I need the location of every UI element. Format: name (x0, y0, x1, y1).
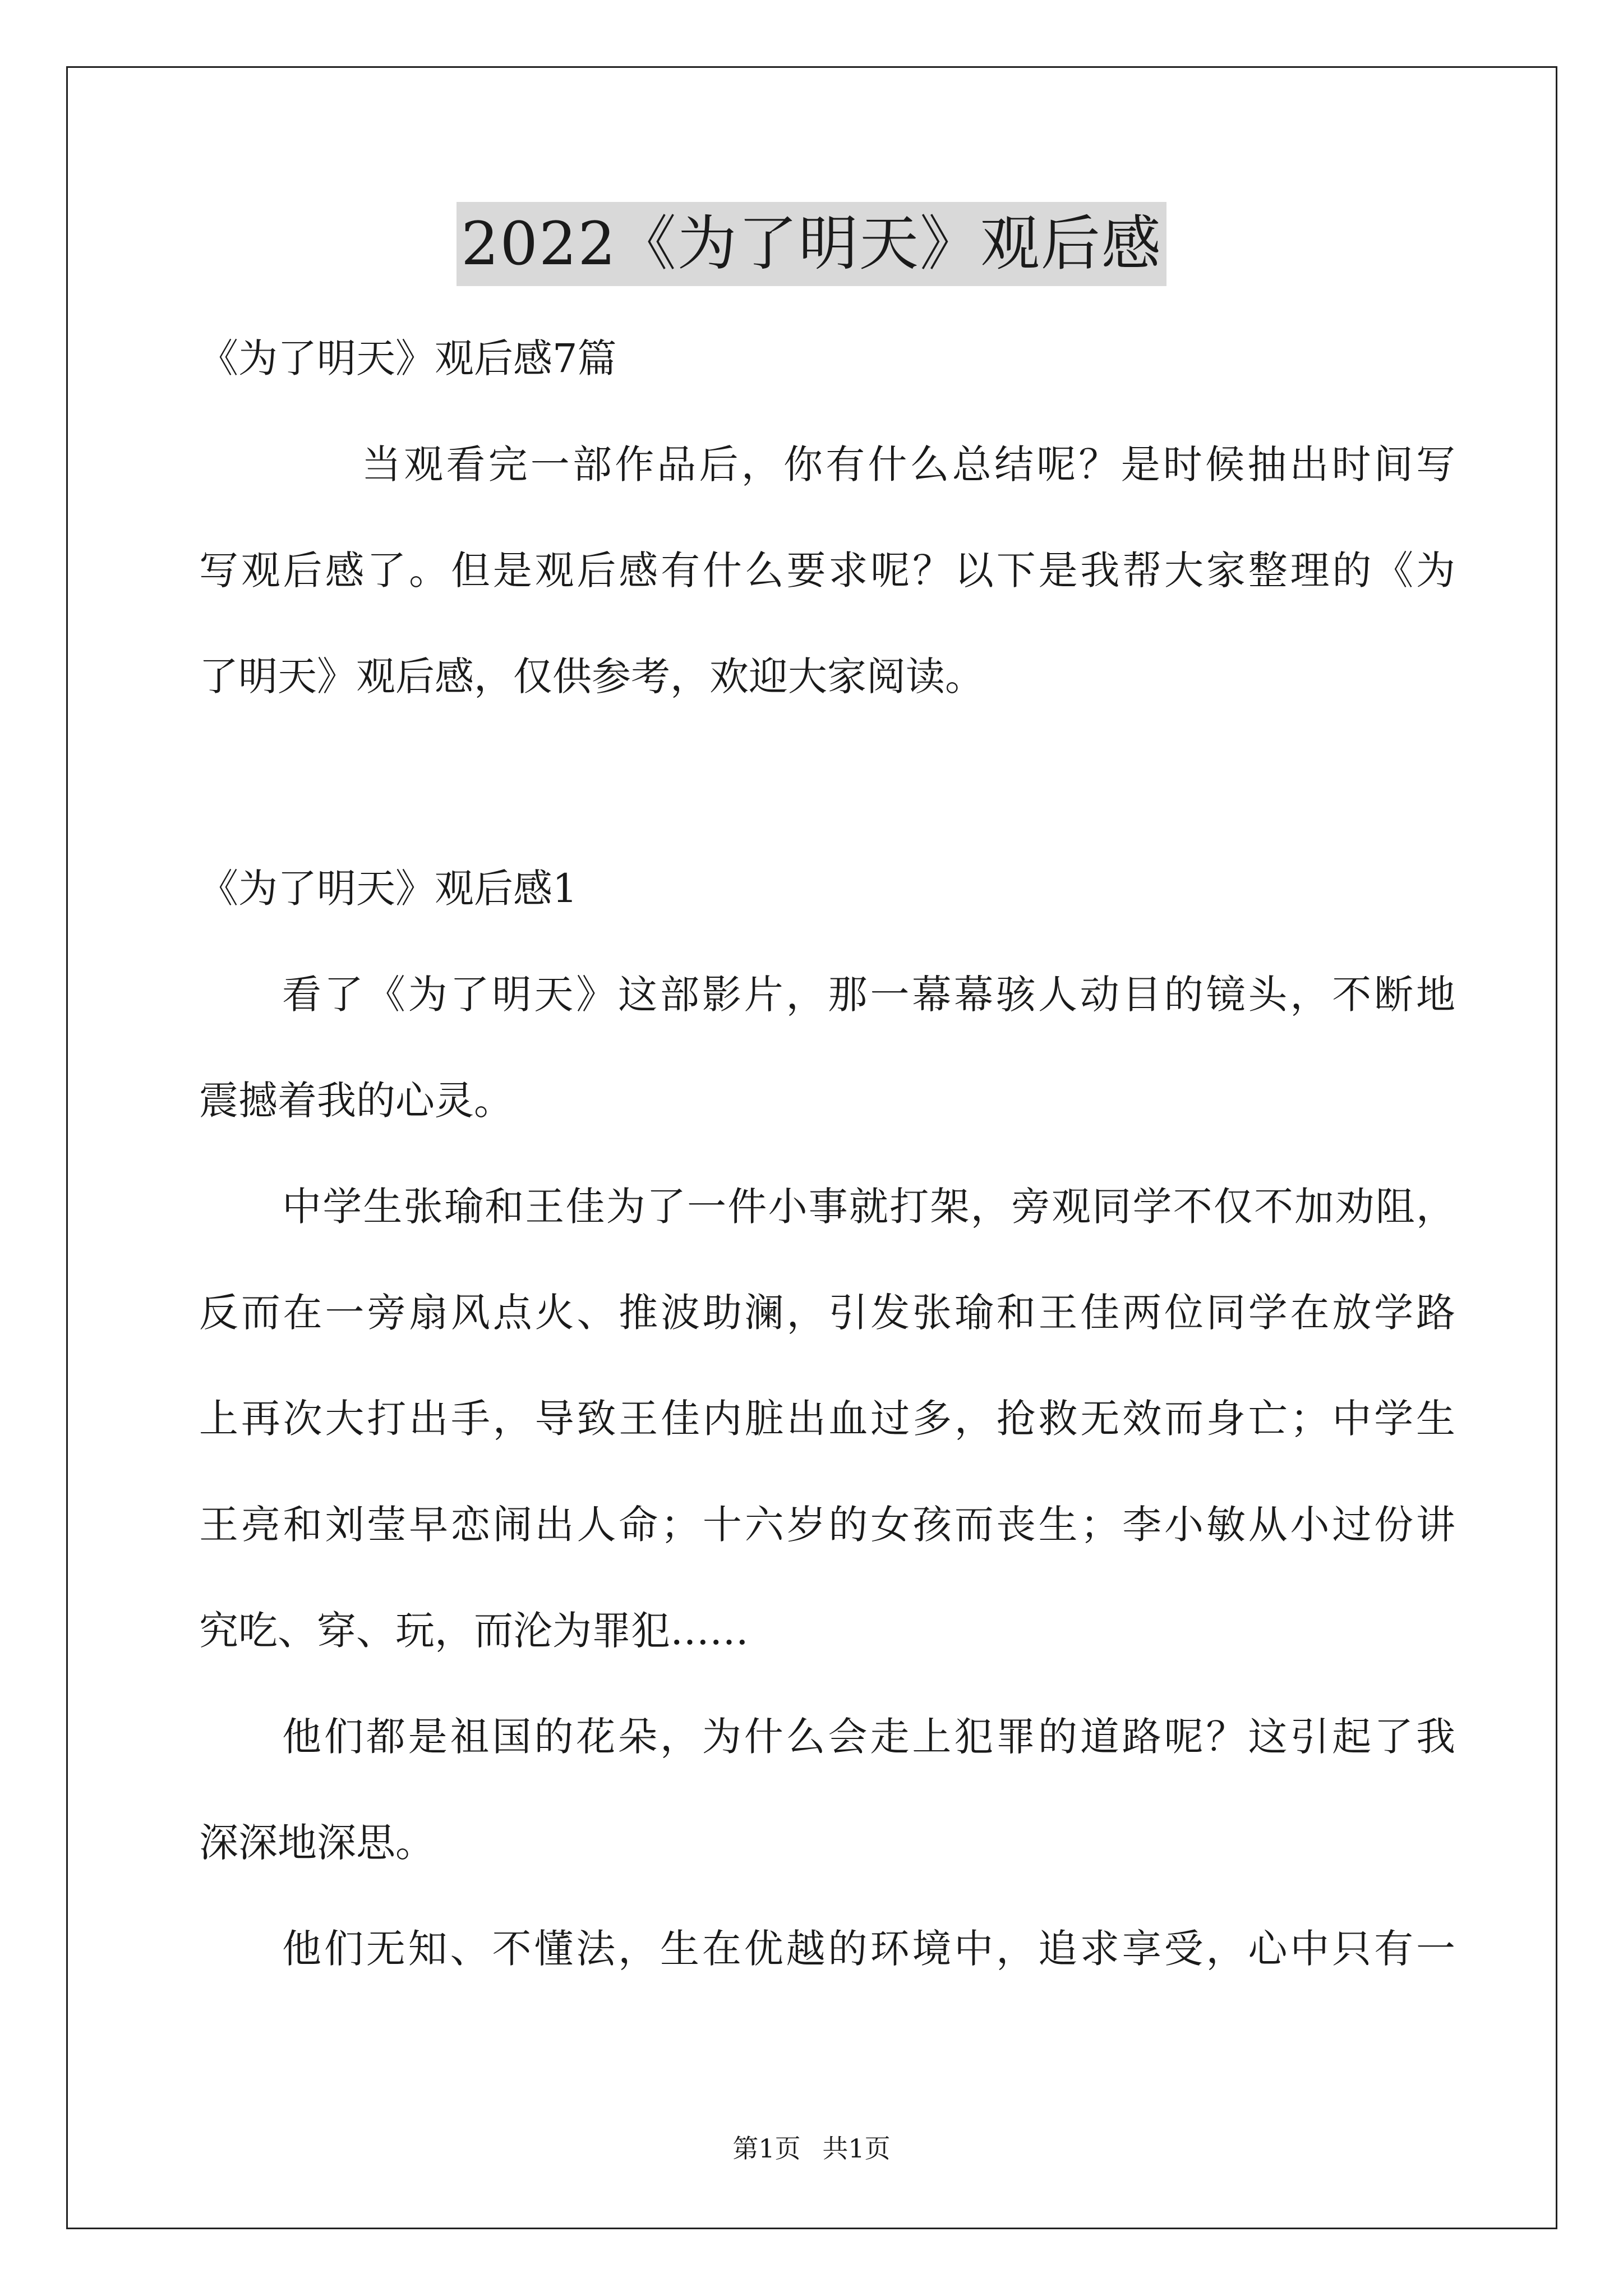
document-body (199, 306, 1455, 2002)
paragraph-line: 中学生张瑜和王佳为了一件小事就打架，旁观同学不仅不加劝阻， (282, 1184, 1455, 1230)
page-number-current: 第1页 (732, 2133, 801, 2164)
paragraph-line: 反而在一旁扇风点火、推波助澜，引发张瑜和王佳两位同学在放学路 (199, 1290, 1455, 1336)
paragraph-line: 上再次大打出手，导致王佳内脏出血过多，抢救无效而身亡；中学生 (199, 1396, 1455, 1442)
page-footer (0, 2132, 1623, 2165)
paragraph-line: 深深地深思。 (199, 1820, 435, 1866)
paragraph-line: 他们都是祖国的花朵，为什么会走上犯罪的道路呢？这引起了我 (282, 1714, 1455, 1760)
paragraph-line: 他们无知、不懂法，生在优越的环境中，追求享受，心中只有一 (282, 1926, 1455, 1972)
paragraph-line: 震撼着我的心灵。 (199, 1078, 513, 1124)
subtitle-line: 《为了明天》观后感7篇 (199, 335, 617, 381)
title-container (0, 202, 1623, 286)
intro-line-2: 写观后感了。但是观后感有什么要求呢？以下是我帮大家整理的《为 (199, 547, 1455, 593)
document-title: 2022《为了明天》观后感 (457, 202, 1166, 286)
intro-line-1: 当观看完一部作品后，你有什么总结呢？是时候抽出时间写 (362, 441, 1455, 487)
section-heading-1: 《为了明天》观后感1 (199, 866, 578, 912)
paragraph-line: 究吃、穿、玩，而沦为罪犯…… (199, 1608, 749, 1654)
paragraph-line: 看了《为了明天》这部影片，那一幕幕骇人动目的镜头，不断地 (282, 972, 1455, 1018)
intro-line-3: 了明天》观后感，仅供参考，欢迎大家阅读。 (199, 654, 984, 700)
blank-gap (199, 730, 1455, 836)
paragraph-line: 王亮和刘莹早恋闹出人命；十六岁的女孩而丧生；李小敏从小过份讲 (199, 1502, 1455, 1548)
page-number-total: 共1页 (822, 2133, 891, 2164)
